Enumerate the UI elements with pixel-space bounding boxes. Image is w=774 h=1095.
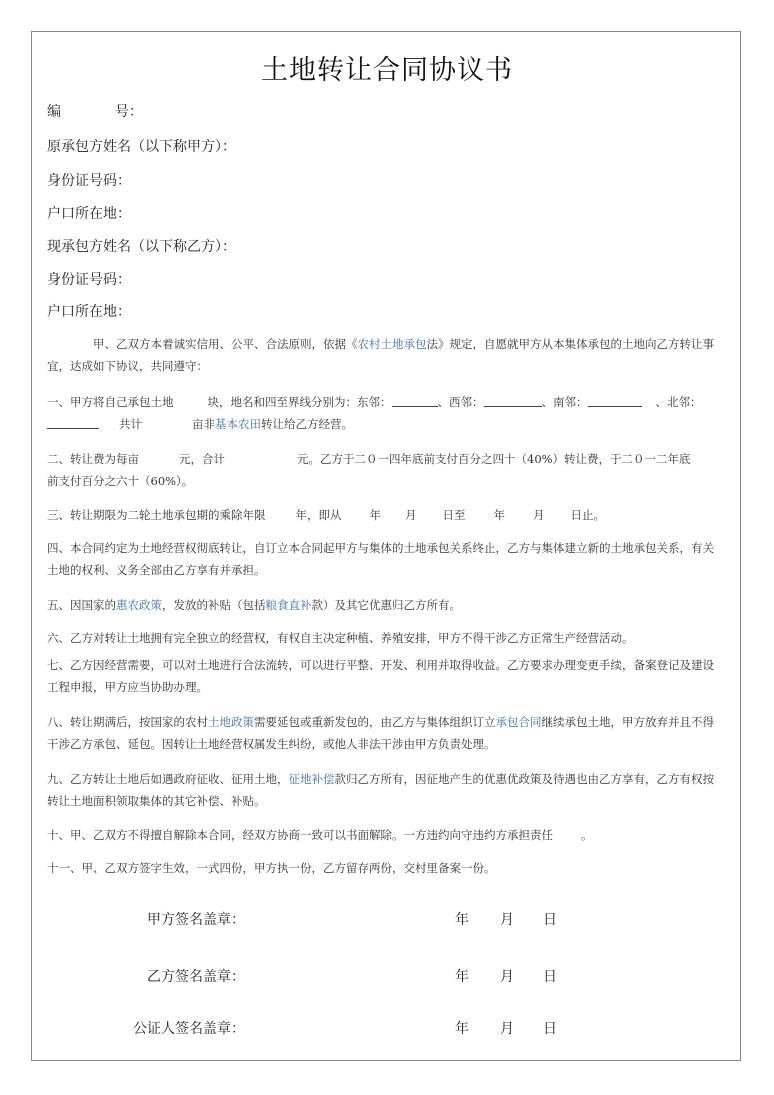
link-rural-land-contract[interactable]: 农村土地承包 (357, 337, 427, 351)
field-number (47, 101, 143, 121)
clause-10: 十、甲、乙双方不得擅自解除本合同，经双方协商一致可以书面解除。一方违约向守违约方承担责任 。 (47, 828, 593, 842)
clause-5: 五、因国家的惠农政策，发放的补贴（包括粮食直补款）及其它优惠归乙方所有。 (47, 598, 461, 612)
field-number-label-a: 编 (47, 104, 61, 120)
field-party-a-id: 身份证号码： (47, 173, 131, 189)
link-farm-policy[interactable]: 惠农政策 (116, 598, 162, 612)
signature-party-b-date: 年 月 日 (455, 969, 557, 985)
field-party-a-name: 原承包方姓名（以下称甲方）： (47, 139, 236, 155)
link-land-policy[interactable]: 土地政策 (208, 715, 254, 729)
signature-party-a-label: 甲方签名盖章： (147, 912, 245, 928)
signature-notary-label: 公证人签名盖章： (133, 1021, 245, 1037)
clause-4: 四、本合同约定为土地经营权彻底转让，自订立本合同起甲方与集体的土地承包关系终止，乙方与集体建立新的土地承包关系，有关 土地的权利、义务全部由乙方享有并承担。 (47, 541, 714, 577)
signature-party-b-label: 乙方签名盖章： (147, 969, 245, 985)
signature-party-a-date: 年 月 日 (455, 912, 557, 928)
field-number-label-b: 号： (115, 104, 143, 120)
link-grain-subsidy[interactable]: 粮食直补 (265, 598, 312, 612)
field-party-b-residence: 户口所在地： (47, 304, 131, 320)
signature-notary-date: 年 月 日 (455, 1021, 557, 1037)
clause-9: 九、乙方转让土地后如遇政府征收、征用土地，征地补偿款归乙方所有，因征地产生的优惠优政策及待遇也由乙方享有，乙方有权按 转让土地面积领取集体的其它补偿、补贴。 (47, 772, 714, 808)
clause-1: 一、甲方将自己承包土地 块，地名和四至界线分别为：东邻： 、西邻： 、南邻： 、北邻： 共计 亩非基本农田转让给乙方经营。 (47, 395, 702, 431)
clause-11: 十一、甲、乙双方签字生效，一式四份，甲方执一份，乙方留存两份，交村里备案一份。 (47, 861, 496, 875)
link-basic-farmland[interactable]: 基本农田 (215, 417, 261, 431)
clause-7: 七、乙方因经营需要，可以对土地进行合法流转，可以进行平整、开发、利用并取得收益。乙方要求办理变更手续，备案登记及建设 工程申报，甲方应当协助办理。 (47, 658, 714, 694)
link-land-compensation[interactable]: 征地补偿 (288, 772, 335, 786)
clause-6: 六、乙方对转让土地拥有完全独立的经营权，有权自主决定种植、养殖安排，甲方不得干涉乙方正常生产经营活动。 (47, 631, 634, 645)
clause-2: 二、转让费为每亩 元，合计 元。乙方于二０一四年底前支付百分之四十（40%）转让费，于二０一二年底 前支付百分之六十（60%）。 (47, 452, 691, 488)
field-party-b-id: 身份证号码： (47, 272, 131, 288)
document-title: 土地转让合同协议书 (261, 55, 513, 86)
link-contract[interactable]: 承包合同 (495, 715, 542, 729)
clause-3: 三、转让期限为二轮土地承包期的乘除年限 年，即从 年 月 日至 年 月 日止。 (47, 508, 605, 522)
field-party-b-name: 现承包方姓名（以下称乙方）： (47, 239, 236, 255)
intro-paragraph: 甲、乙双方本着诚实信用、公平、合法原则，依据《农村土地承包法》规定，自愿就甲方从本集体承包的土地向乙方转让事 宜，达成如下协议，共同遵守： (47, 337, 714, 373)
clause-8: 八、转让期满后，按国家的农村土地政策需要延包或重新发包的，由乙方与集体组织订立承包合同继续承包土地，甲方放弃并且不得 干涉乙方承包、延包。因转让土地经营权属发生纠纷，或他人非法干涉由甲方负责处理。 (47, 715, 714, 751)
field-party-a-residence: 户口所在地： (47, 206, 131, 222)
